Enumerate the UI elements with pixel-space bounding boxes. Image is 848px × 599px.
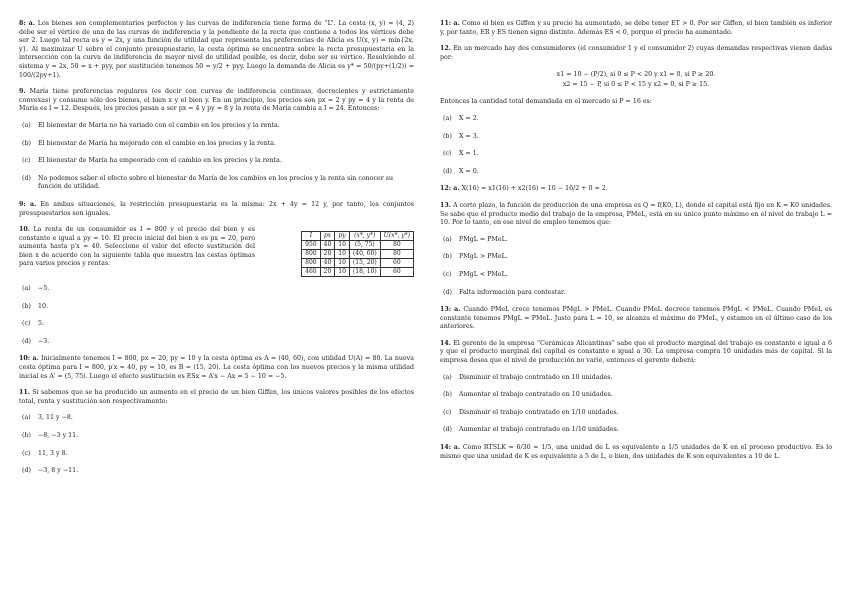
- option-label: (a): [22, 121, 31, 129]
- question-10-options: [19, 285, 414, 346]
- option-text: X = 1.: [459, 150, 479, 158]
- option-10c[interactable]: [19, 320, 414, 329]
- option-label: (c): [443, 270, 452, 278]
- option-text: Aumentar el trabajo contratado en 1/10 unidades.: [459, 426, 619, 434]
- option-label: (b): [443, 391, 452, 399]
- option-12a[interactable]: [440, 115, 832, 124]
- question-12-num: 12.: [440, 45, 451, 53]
- table-row: [302, 268, 414, 277]
- table-cell: (5, 75): [349, 241, 380, 250]
- answer-11-text: Como el bien es Giffen y su precio ha aumentado, se debe tener ET > 0. Por ser Giffen, el bien también es inferior y, por tanto, ER y ES tienen signo distinto. Además ES < 0, porque el precio ha aumentado.: [440, 20, 832, 36]
- table-cell: 20: [320, 268, 335, 277]
- option-label: (b): [443, 253, 452, 261]
- question-11: [19, 389, 414, 406]
- table-cell: 80: [380, 250, 413, 259]
- option-14b[interactable]: [440, 391, 832, 400]
- option-text: El bienestar de María ha mejorado con el cambio en los precios y la renta.: [38, 139, 277, 147]
- answer-13: [440, 306, 832, 332]
- option-label: (d): [22, 337, 31, 345]
- option-label: (c): [22, 320, 31, 328]
- option-text: −8, −3 y 11.: [38, 432, 79, 440]
- question-14: [440, 340, 832, 366]
- option-text: No podemos saber el efecto sobre el bienestar de María de los cambios en los precios y la renta sin conocer su función de utilidad.: [38, 174, 394, 191]
- table-cell: 10: [335, 259, 350, 268]
- answer-8: [19, 20, 414, 80]
- question-9: [19, 88, 414, 114]
- option-13b[interactable]: [440, 253, 832, 262]
- answer-9-text: En ambas situaciones, la restricción presupuestaria es la misma: 2x + 4y = 12 y, por tanto, los conjuntos presupuestarios son iguales.: [19, 200, 414, 217]
- left-column: [19, 20, 414, 485]
- question-12-prompt: Entonces la cantidad total demandada en el mercado si P = 16 es:: [440, 98, 652, 106]
- option-14d[interactable]: [440, 426, 832, 435]
- option-text: El bienestar de María no ha variado con el cambio en los precios y la renta.: [38, 121, 280, 129]
- option-10d[interactable]: [19, 338, 414, 347]
- option-text: PMgL = PMeL.: [459, 235, 508, 243]
- option-label: (d): [443, 426, 452, 434]
- option-10a[interactable]: [19, 285, 414, 294]
- table-row: [302, 241, 414, 250]
- option-label: (a): [22, 414, 31, 422]
- option-11a[interactable]: [19, 414, 414, 423]
- answer-12-num: 12: a.: [440, 185, 460, 193]
- table-row: [302, 250, 414, 259]
- table-header: U(x*, y*): [380, 232, 413, 241]
- answer-12: [440, 185, 832, 194]
- answer-12-text: X(16) = x1(16) + x2(16) = 10 − 16/2 + 0 = 2.: [461, 185, 608, 193]
- option-11d[interactable]: [19, 467, 414, 476]
- table-cell: 20: [320, 250, 335, 259]
- answer-10-num: 10: a.: [19, 355, 39, 363]
- option-text: X = 3.: [459, 132, 479, 140]
- option-text: PMgL > PMeL.: [459, 253, 508, 261]
- option-text: 5.: [38, 320, 45, 328]
- option-text: −3, 8 y −11.: [38, 467, 79, 475]
- question-11-num: 11.: [19, 389, 30, 397]
- table-header-row: [302, 232, 414, 241]
- question-9-text: María tiene preferencias regulares (es decir con curvas de indiferencia continuas, decrecientes y estrictamente convexas) y consume sólo dos bienes, el bien x y el bien y. En un principio, los precios son px = 2 y py = 4 y la renta de María es I = 12. Después, los precios pasan a ser px = 4 y py = 8 y la renta de María cambia a I = 24. Entonces:: [19, 88, 414, 113]
- table-cell: 60: [380, 268, 413, 277]
- question-13-num: 13.: [440, 201, 451, 209]
- option-label: (d): [22, 174, 31, 182]
- table-cell: (40, 60): [349, 250, 380, 259]
- option-label: (d): [443, 288, 452, 296]
- option-label: (a): [443, 235, 452, 243]
- option-text: X = 0.: [459, 167, 479, 175]
- option-text: Aumentar el trabajo contratado en 10 unidades.: [459, 391, 613, 399]
- question-9-num: 9.: [19, 88, 26, 96]
- option-11b[interactable]: [19, 432, 414, 441]
- table-header: px: [320, 232, 335, 241]
- demand-formula-1: x1 = 10 − (P/2), si 0 ≤ P < 20 y x1 = 0, si P ≥ 20.: [556, 71, 716, 79]
- demand-formula-2: x2 = 15 − P, si 0 ≤ P < 15 y x2 = 0, si P ≥ 15.: [562, 81, 710, 89]
- option-9d[interactable]: [19, 175, 414, 192]
- table-header: (x*, y*): [349, 232, 380, 241]
- table-header: I: [302, 232, 320, 241]
- option-9a[interactable]: [19, 122, 414, 131]
- answer-11: [440, 20, 832, 37]
- option-text: X = 2.: [459, 114, 479, 122]
- option-13d[interactable]: [440, 289, 832, 298]
- question-10: [19, 226, 414, 277]
- option-text: 10.: [38, 302, 49, 310]
- table-cell: (18, 10): [349, 268, 380, 277]
- option-text: 3, 11 y −8.: [38, 414, 73, 422]
- question-12: [440, 45, 832, 62]
- option-label: (c): [443, 408, 452, 416]
- option-14c[interactable]: [440, 409, 832, 418]
- question-14-options: [440, 374, 832, 435]
- option-label: (c): [22, 449, 31, 457]
- answer-14: [440, 444, 832, 461]
- answer-9-num: 9: a.: [19, 200, 37, 208]
- table-header: py: [335, 232, 350, 241]
- optimal-bundles-table: [301, 231, 414, 277]
- option-label: (b): [22, 302, 31, 310]
- table-cell: 10: [335, 241, 350, 250]
- option-11c[interactable]: [19, 450, 414, 459]
- answer-13-num: 13: a.: [440, 306, 461, 314]
- table-cell: 950: [302, 241, 320, 250]
- question-13: [440, 202, 832, 228]
- table-cell: 40: [320, 241, 335, 250]
- question-13-options: [440, 236, 832, 297]
- option-9c[interactable]: [19, 157, 414, 166]
- table-cell: 460: [302, 268, 320, 277]
- option-13c[interactable]: [440, 271, 832, 280]
- option-label: (b): [22, 432, 31, 440]
- option-12d[interactable]: [440, 168, 832, 177]
- option-text: Disminuir el trabajo contratado en 1/10 unidades.: [459, 408, 619, 416]
- question-14-num: 14.: [440, 339, 451, 347]
- question-10-statement: [19, 226, 255, 277]
- option-label: (d): [443, 167, 452, 175]
- option-label: (a): [443, 114, 452, 122]
- option-12b[interactable]: [440, 133, 832, 142]
- table-cell: 80: [380, 241, 413, 250]
- answer-10: [19, 355, 414, 381]
- demand-formulas: [440, 70, 832, 90]
- option-label: (a): [22, 285, 31, 293]
- answer-8-num: 8: a.: [19, 20, 35, 27]
- option-label: (b): [443, 132, 452, 140]
- question-12-text: En un mercado hay dos consumidores (el consumidor 1 y el consumidor 2) cuyas demandas respectivas vienen dadas por:: [440, 45, 832, 61]
- option-label: (b): [22, 139, 31, 147]
- option-label: (d): [22, 467, 31, 475]
- table-cell: 800: [302, 259, 320, 268]
- table-cell: 10: [335, 268, 350, 277]
- option-text: 11, 3 y 8.: [38, 449, 68, 457]
- table-row: [302, 259, 414, 268]
- answer-8-text: Los bienes son complementarios perfectos y las curvas de indiferencia tiene forma de “L”. La cesta (x, y) = (4, 2) debe ser el vértice de una de las curvas de indiferencia y la pendiente de la recta que contiene a todos los vértices debe ser 2. Luego tal recta es y = 2x, y una función de utilidad que representa las preferencias de Alicia es U(x, y) = mín{2x, y}. Al maximizar U sobre el conjunto presupuestario, la cesta óptima se encuentra sobre la recta presupuestaria en la intersección con la curva de indiferencia de mayor nivel de utilidad posible, es decir, debe ser su vértice. Resolviendo el sistema y = 2x, 50 = x + pyy, por sustitución tenemos 50 = y/2 + pyy. Luego la demanda de Alicia es y* = 50/(py+(1/2)) = 100/(2py+1).: [19, 20, 414, 79]
- question-14-text: El gerente de la empresa “Cerámicas Alicantinas” sabe que el producto marginal del trabajo es constante e igual a 6 y que el producto marginal del capital es constante e igual a 30. La empresa compra 10 unidades más de capital. Si la empresa desea que el nivel de producción no varíe, entonces el gerente deberá:: [440, 339, 832, 365]
- table-cell: 40: [320, 259, 335, 268]
- answer-14-text: Como RTSLK = 6/30 = 1/5, una unidad de L es equivalente a 1/5 unidades de K en el proceso productivo. Es lo mismo que una unidad de K es equivalente a 5 de L, o bien, dos unidades de K son equivalentes a 10 de L.: [440, 444, 832, 460]
- answer-14-num: 14: a.: [440, 444, 461, 452]
- option-text: Disminuir el trabajo contratado en 10 unidades.: [459, 373, 613, 381]
- question-10-num: 10.: [19, 226, 30, 234]
- answer-13-text: Cuando PMeL crece tenemos PMgL > PMeL. Cuando PMeL decrece tenemos PMgL < PMeL. Cuando PMeL es constante tenemos PMgL = PMeL. Justo para L = 10, se alcanza el máximo de PMeL, y estamos en el último caso de los anteriores.: [440, 306, 832, 331]
- table-cell: 10: [335, 250, 350, 259]
- question-12-options: [440, 115, 832, 176]
- option-label: (c): [22, 157, 31, 165]
- option-label: (c): [443, 150, 452, 158]
- question-11-text: Si sabemos que se ha producido un aumento en el precio de un bien Giffen, los únicos valores posibles de los efectos total, renta y sustitución son respectivamente:: [19, 389, 414, 405]
- answer-10-text: Inicialmente tenemos I = 800, px = 20, py = 10 y la cesta óptima es A = (40, 60), con utilidad U(A) = 80. La nueva cesta óptima para I = 800, p′x = 40, py = 10, es B = (15, 20). La cesta óptima con los nuevos precios y la misma utilidad inicial es A′ = (5, 75). Luego el efecto sustitución es ESx = A′x − Ax = 5 − 10 = −5.: [19, 355, 414, 380]
- option-text: El bienestar de María ha empeorado con el cambio en los precios y la renta.: [38, 157, 282, 165]
- question-10-text: La renta de un consumidor es I = 800 y el precio del bien y es constante e igual a py = 10. El precio inicial del bien x es px = 20, pero aumenta hasta p′x = 40. Seleccione el valor del efecto sustitución del bien x de acuerdo con la siguiente tabla que muestra las cestas óptimas para varios precios y rentas.: [19, 226, 255, 268]
- option-text: −3.: [38, 337, 50, 345]
- table-cell: 800: [302, 250, 320, 259]
- right-column: [440, 20, 832, 469]
- option-text: −5.: [38, 285, 50, 293]
- option-13a[interactable]: [440, 236, 832, 245]
- question-11-options: [19, 414, 414, 475]
- option-text: PMgL < PMeL.: [459, 270, 508, 278]
- table-cell: (15, 20): [349, 259, 380, 268]
- table-cell: 60: [380, 259, 413, 268]
- option-label: (a): [443, 373, 452, 381]
- option-9b[interactable]: [19, 140, 414, 149]
- option-14a[interactable]: [440, 374, 832, 383]
- answer-11-num: 11: a.: [440, 20, 460, 27]
- answer-9: [19, 201, 414, 218]
- question-9-options: [19, 122, 414, 192]
- option-12c[interactable]: [440, 150, 832, 159]
- option-text: Falta información para contestar.: [459, 288, 566, 296]
- question-13-text: A corto plazo, la función de producción de una empresa es Q = f(K0, L), donde el capital está fijo en K = K0 unidades. Se sabe que el producto medio del trabajo de la empresa, PMeL, está en su único punto máximo en el nivel de trabajo L = 10. Por lo tanto, en ese nivel de empleo tenemos que:: [440, 201, 832, 227]
- option-10b[interactable]: [19, 303, 414, 312]
